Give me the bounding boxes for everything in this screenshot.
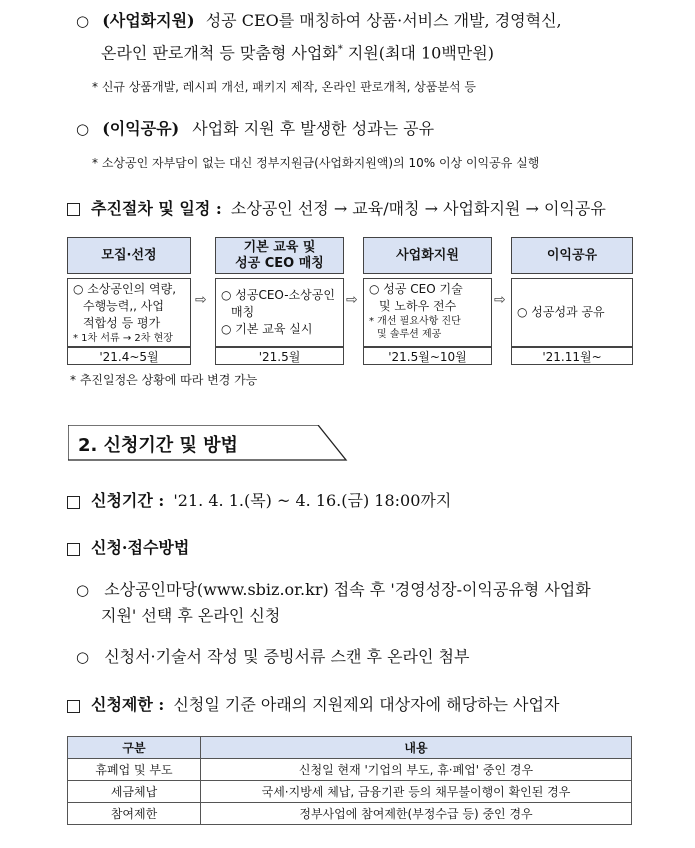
profit-text: 사업화 지원 후 발생한 성과는 공유 <box>192 119 435 138</box>
table-cell-category: 휴폐업 및 부도 <box>68 759 201 781</box>
profit-bullet: ○ <box>76 120 90 138</box>
stage-education-text-1: ○ 성공CEO-소상공인 <box>221 288 335 302</box>
flow-arrow-icon: ⇨ <box>494 292 506 308</box>
support-bullet: ○ <box>76 12 90 30</box>
table-header-row <box>68 737 632 759</box>
stage-recruit-text-1: ○ 소상공인의 역량, <box>73 282 177 296</box>
method-item-1-line1 <box>76 578 591 602</box>
stage-profit-body <box>511 278 633 347</box>
table-cell-category: 세금체납 <box>68 781 201 803</box>
stage-education-header-2: 성공 CEO 매칭 <box>235 255 324 271</box>
stage-recruit-text-3: 적합성 등 평가 <box>83 316 161 330</box>
table-cell-category: 참여제한 <box>68 803 201 825</box>
procedure-footnote: * 추진일정은 상황에 따라 변경 가능 <box>70 373 258 387</box>
section-2-header <box>68 425 348 461</box>
period-label: 신청기간 : <box>91 491 165 510</box>
stage-recruit-header: 모집·선정 <box>67 237 191 274</box>
restriction-text: 신청일 기준 아래의 지원제외 대상자에 해당하는 사업자 <box>173 695 560 714</box>
method-label: 신청·접수방법 <box>91 538 190 557</box>
checkbox-square-icon <box>67 700 80 713</box>
checkbox-square-icon <box>67 203 80 216</box>
checkbox-square-icon <box>67 543 80 556</box>
table-row <box>68 759 632 781</box>
table-row <box>68 803 632 825</box>
support-note: * 신규 상품개발, 레시피 개선, 패키지 제작, 온라인 판로개척, 상품분석 등 <box>92 80 476 94</box>
method-bullet-1: ○ <box>76 581 90 599</box>
stage-business-header: 사업화지원 <box>363 237 492 274</box>
stage-education-header <box>215 237 344 274</box>
stage-business-date: '21.5월~10월 <box>363 347 492 365</box>
stage-profit-header: 이익공유 <box>511 237 633 274</box>
period-line <box>91 489 451 513</box>
profit-note: * 소상공인 자부담이 없는 대신 정부지원금(사업화지원액)의 10% 이상 이익공유 실행 <box>92 156 540 170</box>
support-item-line1 <box>76 9 562 33</box>
support-text-2-post: 지원(최대 10백만원) <box>342 43 494 63</box>
stage-recruit-text-2: 수행능력,, 사업 <box>83 299 164 313</box>
support-text-2-pre: 온라인 판로개척 등 맞춤형 사업화 <box>101 43 338 63</box>
stage-education-text-3: ○ 기본 교육 실시 <box>221 322 313 336</box>
table-row <box>68 781 632 803</box>
stage-education-header-1: 기본 교육 및 <box>243 239 316 255</box>
profit-item-line1 <box>76 117 434 141</box>
stage-education-text-2: 매칭 <box>231 305 255 319</box>
restriction-label: 신청제한 : <box>91 695 165 714</box>
support-text-1: 성공 CEO를 매칭하여 상품·서비스 개발, 경영혁신, <box>205 11 562 30</box>
checkbox-square-icon <box>67 496 80 509</box>
stage-profit-text: ○ 성공성과 공유 <box>517 305 605 319</box>
stage-business-text-2: 및 노하우 전수 <box>379 299 457 313</box>
profit-title: (이익공유) <box>102 119 180 138</box>
stage-business-text-1: ○ 성공 CEO 기술 <box>369 282 463 296</box>
support-footnote-mark: * <box>337 44 343 55</box>
table-cell-content: 국세·지방세 체납, 금융기관 등의 채무불이행이 확인된 경우 <box>201 781 632 803</box>
stage-recruit-body <box>67 278 191 347</box>
support-title: (사업화지원) <box>102 11 195 30</box>
stage-recruit-date: '21.4~5월 <box>67 347 191 365</box>
table-cell-content: 신청일 현재 '기업의 부도, 휴·폐업' 중인 경우 <box>201 759 632 781</box>
method-item-2-text: 신청서·기술서 작성 및 증빙서류 스캔 후 온라인 첨부 <box>104 647 470 666</box>
stage-recruit-note: * 1차 서류 → 2차 현장 <box>73 333 173 344</box>
flow-arrow-icon: ⇨ <box>346 292 358 308</box>
procedure-steps: 소상공인 선정 → 교육/매칭 → 사업화지원 → 이익공유 <box>230 199 606 218</box>
stage-education-body <box>215 278 344 347</box>
stage-profit-date: '21.11월~ <box>511 347 633 365</box>
table-header-category: 구분 <box>68 737 201 759</box>
method-item-2 <box>76 645 469 669</box>
method-item-1-text-2: 지원' 선택 후 온라인 신청 <box>101 606 281 625</box>
period-value: '21. 4. 1.(목) ~ 4. 16.(금) 18:00까지 <box>173 491 452 510</box>
table-header-content: 내용 <box>201 737 632 759</box>
procedure-label: 추진절차 및 일정 : <box>91 199 222 218</box>
flow-arrow-icon: ⇨ <box>195 292 207 308</box>
stage-business-note-2: 및 솔루션 제공 <box>377 329 442 340</box>
method-bullet-2: ○ <box>76 648 90 666</box>
section-2-title: 2. 신청기간 및 방법 <box>78 435 238 456</box>
stage-business-note-1: * 개선 필요사항 진단 <box>369 316 461 327</box>
method-item-1-text-1: 소상공인마당(www.sbiz.or.kr) 접속 후 '경영성장-이익공유형 사업화 <box>104 580 591 599</box>
stage-education-date: '21.5월 <box>215 347 344 365</box>
procedure-line <box>91 197 606 221</box>
restriction-table <box>67 736 632 825</box>
table-cell-content: 정부사업에 참여제한(부정수급 등) 중인 경우 <box>201 803 632 825</box>
support-item-line2 <box>101 38 494 65</box>
restriction-line <box>91 693 559 717</box>
stage-business-body <box>363 278 492 347</box>
